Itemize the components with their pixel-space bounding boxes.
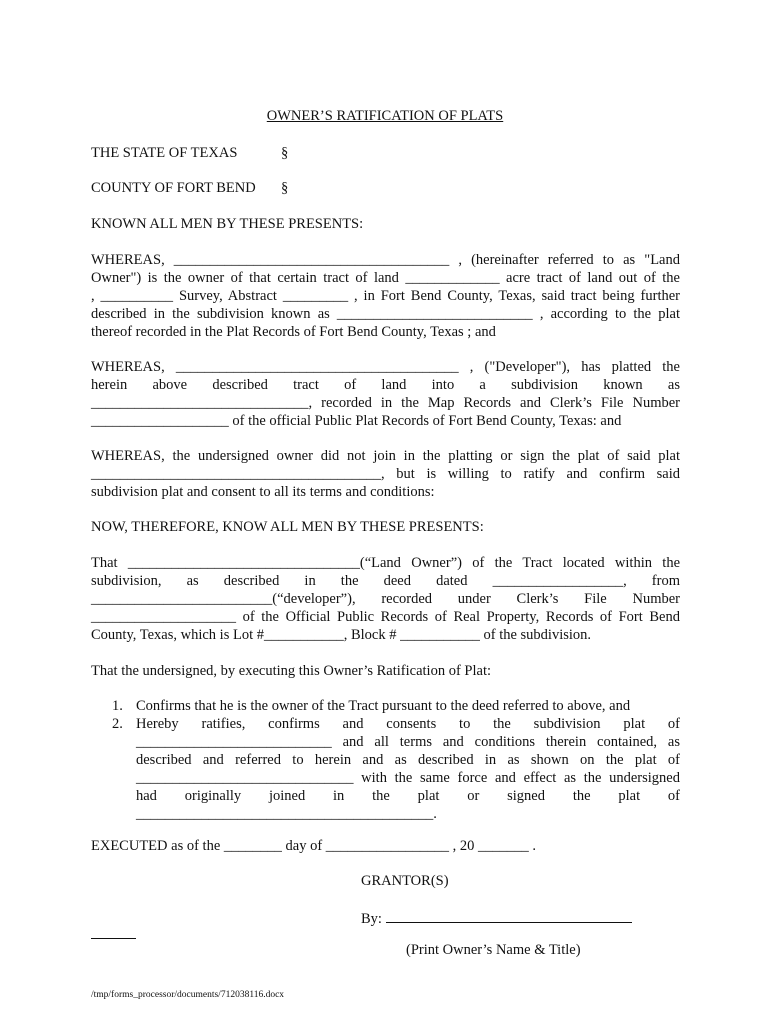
paragraph-line: Owner") is the owner of that certain tract of land _____________ acre tract of land out of the [91,270,680,286]
paragraph-line: described in the subdivision known as ___________________________ , according to the plat [91,306,680,322]
land-owner-paragraph [91,554,680,644]
known-all-heading: KNOWN ALL MEN BY THESE PRESENTS: [91,216,364,232]
paragraph-line: ______________________________, recorded in the Map Records and Clerk’s File Number [91,395,680,411]
list-item-line: ______________________________ with the same force and effect as the undersigned [136,770,680,786]
paragraph-line: County, Texas, which is Lot #___________, Block # ___________ of the subdivision. [91,627,592,643]
ratification-list [112,697,680,823]
paragraph-line: herein above described tract of land into a subdivision known as [91,377,680,393]
paragraph-line: WHEREAS, _______________________________________ , ("Developer"), has platted the [91,359,680,375]
paragraph-line: ________________________________________, but is willing to ratify and confirm said [91,466,680,482]
paragraph-line: ____________________ of the Official Public Records of Real Property, Records of Fort Bend [91,609,680,625]
paragraph-line: thereof recorded in the Plat Records of Fort Bend County, Texas ; and [91,324,496,340]
county-label: COUNTY OF FORT BEND [91,180,256,196]
paragraph-line: _________________________(“developer”), recorded under Clerk’s File Number [91,591,680,607]
list-number: 1. [112,698,123,714]
whereas-developer-paragraph [91,358,680,430]
state-label: THE STATE OF TEXAS [91,145,238,161]
whereas-undersigned-paragraph [91,447,680,501]
state-section-symbol: § [281,145,289,161]
signature-block [361,908,632,928]
list-item-line: described and referred to herein and as described in as shown on the plat of [136,752,680,768]
list-number: 2. [112,716,123,732]
paragraph-line: That ________________________________(“Land Owner”) of the Tract located within the [91,555,680,571]
by-label: By: [361,911,382,927]
list-item-line: Confirms that he is the owner of the Tract pursuant to the deed referred to above, and [136,698,631,714]
print-name-caption: (Print Owner’s Name & Title) [406,942,581,958]
document-title: OWNER’S RATIFICATION OF PLATS [266,108,504,124]
now-therefore-heading: NOW, THEREFORE, KNOW ALL MEN BY THESE PRESENTS: [91,519,484,535]
grantor-heading: GRANTOR(S) [361,873,449,889]
county-section-symbol: § [281,180,289,196]
list-item-line: _________________________________________. [136,806,437,822]
paragraph-line: , __________ Survey, Abstract _________ , in Fort Bend County, Texas, said tract being further [91,288,680,304]
paragraph-line: WHEREAS, the undersigned owner did not join in the platting or sign the plat of said plat [91,448,680,464]
footer-file-path: /tmp/forms_processor/documents/712038116.docx [91,990,285,1000]
list-item-line: had originally joined in the plat or signed the plat of [136,788,680,804]
list-item-line: ___________________________ and all terms and conditions therein contained, as [136,734,680,750]
short-rule [91,938,136,939]
undersigned-statement: That the undersigned, by executing this Owner’s Ratification of Plat: [91,663,492,679]
list-item [112,697,680,715]
list-item [112,715,680,823]
signature-line[interactable] [386,908,632,923]
paragraph-line: WHEREAS, ______________________________________ , (hereinafter referred to as "Land [91,252,680,268]
paragraph-line: ___________________ of the official Public Plat Records of Fort Bend County, Texas: and [91,413,622,429]
executed-date-line: EXECUTED as of the ________ day of _________________ , 20 _______ . [91,838,537,854]
paragraph-line: subdivision, as described in the deed dated __________________, from [91,573,680,589]
list-item-line: Hereby ratifies, confirms and consents to the subdivision plat of [136,716,680,732]
whereas-land-owner-paragraph [91,251,680,341]
paragraph-line: subdivision plat and consent to all its terms and conditions: [91,484,435,500]
